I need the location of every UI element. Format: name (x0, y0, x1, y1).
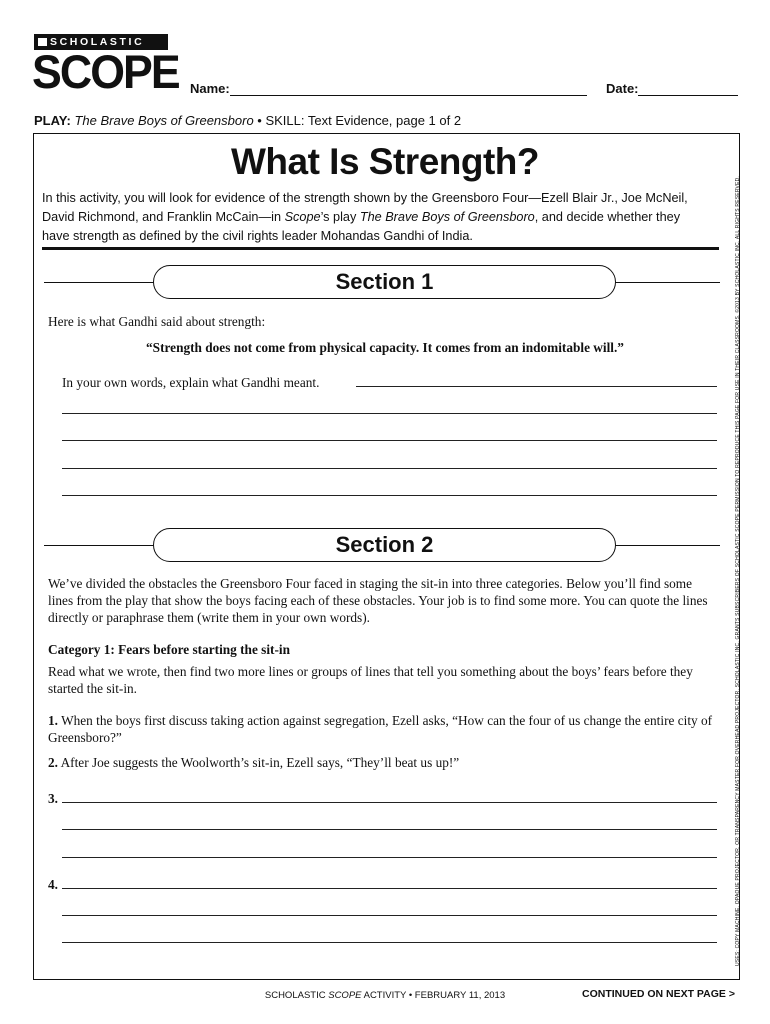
divider (42, 247, 719, 250)
section2-intro: We’ve divided the obstacles the Greensboro Four faced in staging the sit-in into three categories. Below you’ll find some lines from the play that show the boys facing each of these obstacles. Your job is to find some more. You can quote the lines directly or paraphrase them (write them in your own words). (48, 576, 708, 625)
intro-part1: In this activity, you will look for evidence of the strength shown by the Greensboro Four—Ezell Blair Jr., Joe McNeil, David Richmond, and Franklin McCain—in (42, 191, 688, 224)
footer-right: ACTIVITY • FEBRUARY 11, 2013 (361, 990, 506, 1001)
play-line (34, 113, 461, 128)
answer-line[interactable] (62, 468, 717, 469)
footer-left: SCHOLASTIC (264, 990, 329, 1001)
item-number: 1. (48, 713, 58, 728)
section2-heading: Section 2 (153, 528, 616, 562)
play-label: PLAY: (34, 113, 71, 128)
item-number: 3. (48, 791, 58, 806)
category-text: Read what we wrote, then find two more lines or groups of lines that tell you something about the boys’ fears before they started the sit-in. (48, 664, 693, 696)
answer-line[interactable] (62, 802, 717, 803)
item-text: After Joe suggests the Woolworth’s sit-in, Ezell says, “They’ll beat us up!” (60, 755, 460, 770)
section1-lead: Here is what Gandhi said about strength: (48, 314, 266, 329)
answer-line[interactable] (62, 888, 717, 889)
intro-text (42, 189, 702, 246)
intro-part3: , and decide whether they have strength as defined by the civil rights leader Mohandas Gandhi of India. (42, 210, 681, 243)
list-item (48, 712, 718, 746)
answer-line[interactable] (62, 495, 717, 496)
date-label: Date: (606, 81, 639, 96)
name-field[interactable] (230, 95, 587, 96)
skill-text: • SKILL: Text Evidence, page 1 of 2 (257, 113, 462, 128)
answer-line[interactable] (62, 942, 717, 943)
page-title: What Is Strength? (230, 141, 540, 182)
list-item (48, 754, 718, 771)
brand-logo: SCOPE (32, 45, 179, 98)
footer-scope: SCOPE (328, 990, 362, 1001)
answer-line[interactable] (62, 857, 717, 858)
answer-line[interactable] (62, 440, 717, 441)
section1-heading: Section 1 (153, 265, 616, 299)
date-field[interactable] (638, 95, 738, 96)
answer-line[interactable] (62, 915, 717, 916)
copyright-credit: USES: COPY MACHINE, OPAQUE PROJECTOR, OR TRANSPARENCY MASTER FOR OVERHEAD PROJECTOR. SCHOLASTIC INC. GRANTS SUBSCRIBERS OF SCHOLASTIC SCOPE PERMISSION TO REPRODUCE THIS PAGE FOR USE IN THEIR CLASSROOMS. ©2013 BY SCHOLASTIC INC. ALL RIGHTS RESERVED. (735, 175, 741, 966)
item-number: 2. (48, 755, 58, 770)
intro-part2: ’s play (320, 210, 360, 224)
section1-prompt: In your own words, explain what Gandhi meant. (62, 375, 320, 390)
gandhi-quote: “Strength does not come from physical capacity. It comes from an indomitable will.” (146, 340, 624, 355)
play-title: The Brave Boys of Greensboro (74, 113, 254, 128)
item-number: 4. (48, 877, 58, 892)
continued-label: CONTINUED ON NEXT PAGE > (582, 988, 735, 1000)
intro-play: The Brave Boys of Greensboro (359, 210, 535, 224)
brand-top: SCHOLASTIC (34, 34, 168, 50)
intro-scope: Scope (284, 210, 321, 224)
item-text: When the boys first discuss taking action against segregation, Ezell asks, “How can the four of us change the entire city of Greensboro?” (48, 713, 713, 745)
category-heading: Category 1: Fears before starting the sit-in (48, 642, 290, 657)
name-label: Name: (190, 81, 230, 96)
answer-line[interactable] (62, 413, 717, 414)
answer-line[interactable] (356, 386, 717, 387)
answer-line[interactable] (62, 829, 717, 830)
